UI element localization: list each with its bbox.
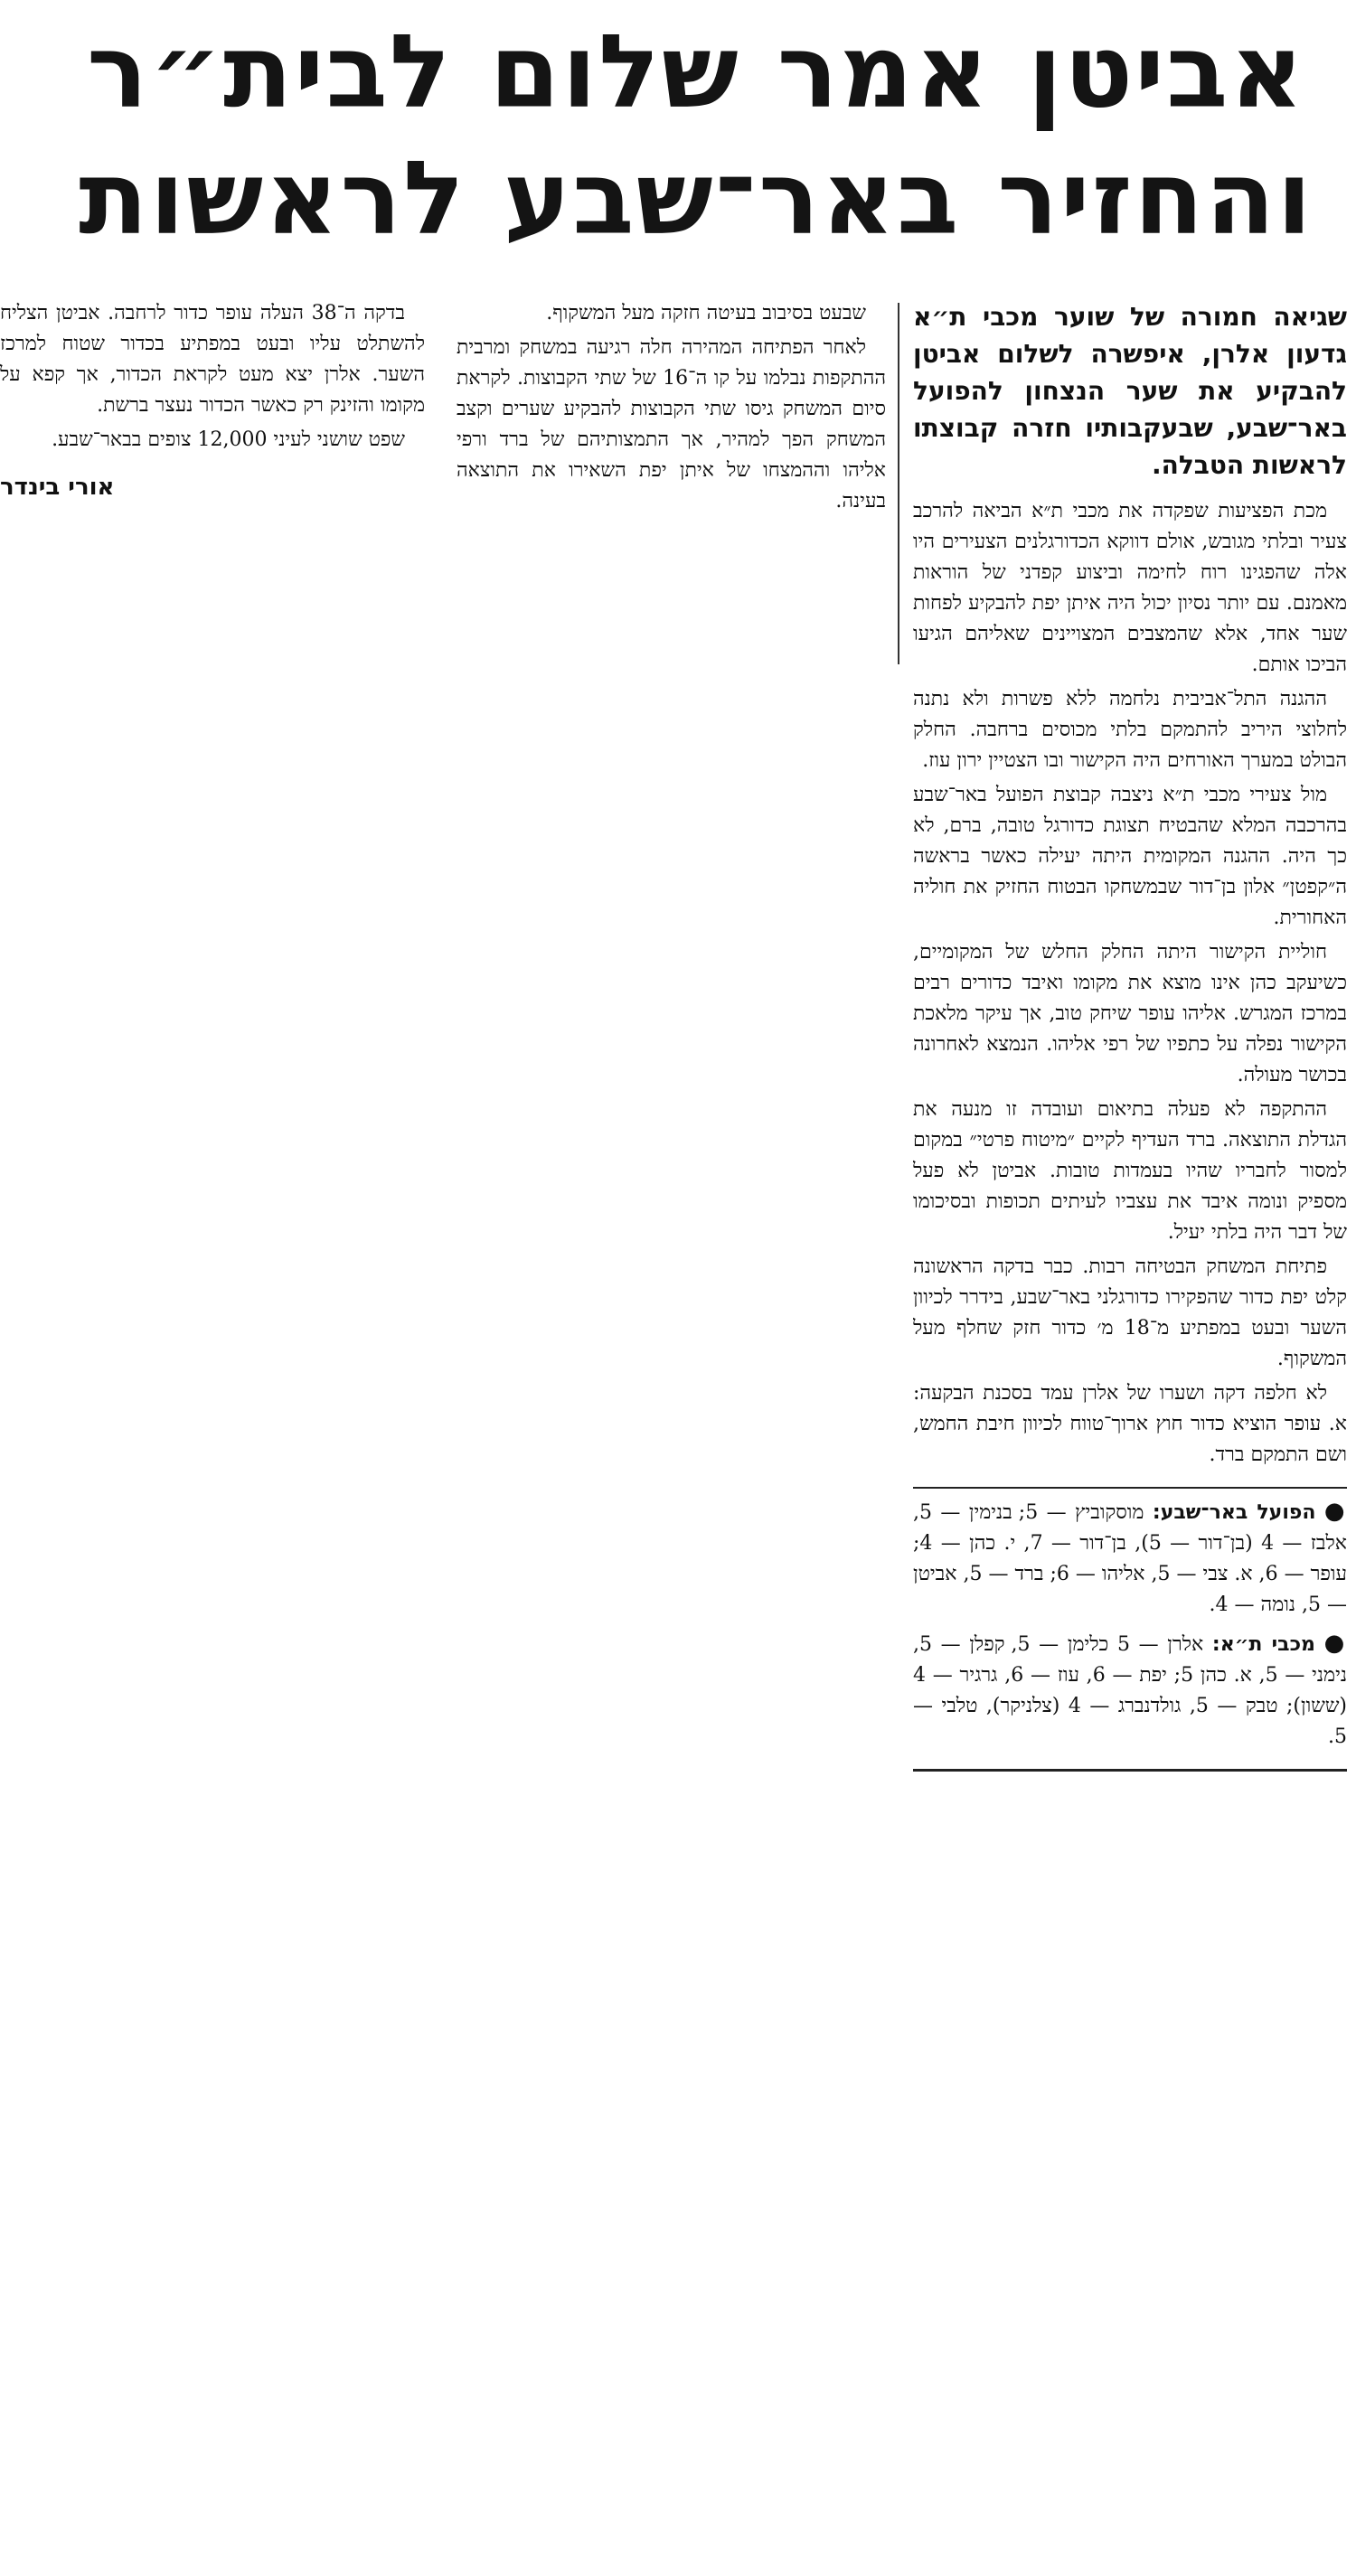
column-divider xyxy=(898,303,899,664)
article-column-middle xyxy=(457,298,886,678)
lineup-home-players: מוסקוביץ — 5; בנימין — 5, אלבז — 4 (בן־דור — 5), בן־דור — 7, י. כהן — 4; עופר — 6, א. צבי — 5, אליהו — 6; ברד — 5, אביטן — 5, נומה — 4. xyxy=(913,1501,1347,1616)
article-paragraph: ההתקפה לא פעלה בתיאום ועובדה זו מנעה את הגדלת התוצאה. ברד העדיף לקיים ״מיטוח פרטי״ במקום למסור לחבריו שהיו בעמדות טובות. אביטן לא פעל מספיק ונומה איבד את עצביו לעיתים תכופות ובסיכומו של דבר היה בלתי יעיל. xyxy=(913,1098,1347,1244)
bullet-icon: ● xyxy=(1323,1630,1347,1657)
article-paragraph: חוליית הקישור היתה החלק החלש של המקומיים, כשיעקב כהן אינו מוצא את מקומו ואיבד כדורים רבים במרכז המגרש. אליהו עופר שיחק טוב, אך עיקר מלאכת הקישור נפלה על כתפיו של רפי אליהו. הנמצא לאחרונה בכושר מעולה. xyxy=(913,941,1347,1086)
bullet-icon: ● xyxy=(1323,1498,1347,1525)
headline-line-2: והחזיר באר־שבע לראשות xyxy=(79,140,1314,258)
lineup-away-team: מכבי ת״א: xyxy=(1211,1633,1315,1656)
lineup-home-team: הפועל באר־שבע: xyxy=(1152,1501,1316,1524)
byline: אורי בינדר xyxy=(0,474,115,501)
article-paragraph: לא חלפה דקה ושערו של אלרן עמד בסכנת הבקעה: א. עופר הוציא כדור חוץ ארוך־טווח לכיוון חיבת החמש, ושם התמקם ברד. xyxy=(913,1382,1347,1466)
lineups-box xyxy=(913,1487,1347,1772)
article-paragraph: מול צעירי מכבי ת״א ניצבה קבוצת הפועל באר־שבע בהרכבה המלא שהבטיח תצוגת כדורגל טובה, ברם, לא כך היה. ההגנה המקומית היתה יעילה כאשר בראשה ה״קפטן״ אלון בן־דור שבמשחקו הבטוח החזיק את חוליה האחורית. xyxy=(913,784,1347,929)
article-paragraph: פתיחת המשחק הבטיחה רבות. כבר בדקה הראשונה קלט יפת כדור שהפקירו כדורגלני באר־שבע, בידרר לכיוון השער ובעט במפתיע מ־18 מ׳ כדור חזק שחלף מעל המשקוף. xyxy=(913,1255,1347,1370)
article-paragraph: שפט שושני לעיני 12,000 צופים בבאר־שבע. xyxy=(52,428,405,451)
article-column-left xyxy=(0,298,425,678)
article-paragraph: ההגנה התל־אביבית נלחמה ללא פשרות ולא נתנה לחלוצי היריב להתמקם בלתי מכוסים ברחבה. החלק הבולט במערך האורחים היה הקישור ובו הצטיין ירון עוז. xyxy=(913,688,1347,772)
article-paragraph: לאחר הפתיחה המהירה חלה רגיעה במשחק ומרבית ההתקפות נבלמו על קו ה־16 של שתי הקבוצות. לקראת סיום המשחק גיסו שתי הקבוצות להבקיע שערים וקצב המשחק הפך למהיר, אך התמצותיהם של ברד ורפי אליהו וההמצחו של איתן יפת השאירו את התוצאה בעינה. xyxy=(457,336,886,512)
lead-paragraph: שגיאה חמורה של שוער מכבי ת״א גדעון אלרן, איפשרה לשלום אביטן להבקיע את שער הנצחון להפועל באר־שבע, שבעקבותיו חזרה קבוצתו לראשות הטבלה. xyxy=(913,302,1347,480)
article-column-right xyxy=(913,298,1347,2576)
headline-line-1: אביטן אמר שלום לבית״ר xyxy=(87,14,1305,131)
headline xyxy=(63,9,1329,262)
article-paragraph: בדקה ה־38 העלה עופר כדור לרחבה. אביטן הצליח להשתלט עליו ובעט במפתיע בכדור שטוח למרכז השער. אלרן יצא מעט לקראת הכדור, אך קפא על מקומו והזינק רק כאשר הכדור נעצר ברשת. xyxy=(0,302,425,417)
lineup-away-players: אלרן — 5 כלימן — 5, קפלן — 5, נימני — 5, א. כהן 5; יפת — 6, עוז — 6, גרגיר — 4 (ששון); טבק — 5, גולדנברג — 4 (צלניקר), טלבי — 5. xyxy=(913,1633,1347,1748)
article-paragraph: מכת הפציעות שפקדה את מכבי ת״א הביאה להרכב צעיר ובלתי מגובש, אולם דווקא הכדורגלנים הצעירים היו אלה שהפגינו רוח לחימה וביצוע קפדני של הוראות מאמנם. עם יותר נסיון יכול היה איתן יפת להבקיע לפחות שער אחד, אלא שהמצבים המצויינים שאליהם הגיעו הביכו אותם. xyxy=(913,500,1347,676)
lineup-away xyxy=(913,1628,1347,1753)
lineup-home xyxy=(913,1496,1347,1621)
article-paragraph: שבעט בסיבוב בעיטה חזקה מעל המשקוף. xyxy=(546,302,866,324)
